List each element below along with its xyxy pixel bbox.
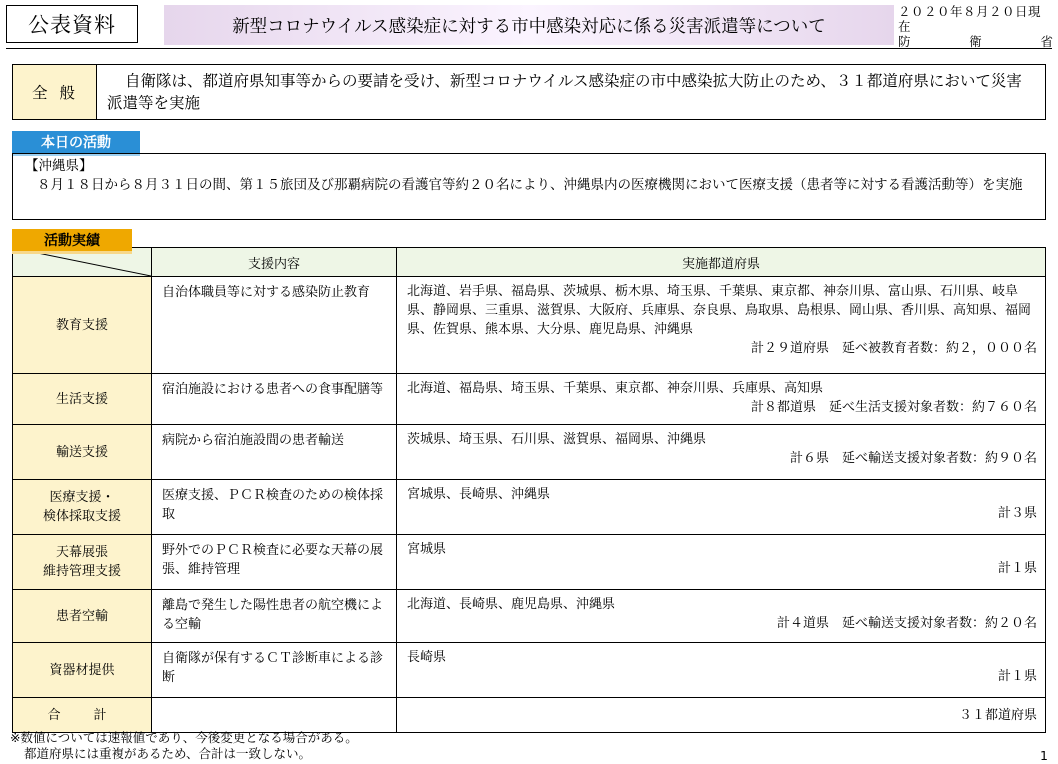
public-document-badge: 公表資料: [6, 5, 138, 43]
overview-text: [97, 65, 1045, 119]
header-prefectures: 実施都道府県: [397, 248, 1046, 277]
overview-body: 自衛隊は、都道府県知事等からの要請を受け、新型コロナウイルス感染症の市中感染拡大防止のため、３１都道府県において災害派遣等を実施: [107, 72, 1022, 112]
table-row: [13, 374, 1046, 425]
notes: [10, 730, 358, 762]
row-support: 医療支援、ＰＣＲ検査のための検体採取: [152, 480, 397, 535]
row-prefectures-cell: [397, 643, 1046, 698]
note-2: 都道府県には重複があるため、合計は一致しない。: [24, 746, 312, 761]
sum-row: [13, 698, 1046, 733]
today-text: ８月１８日から８月３１日の間、第１５旅団及び那覇病院の看護官等約２０名により、沖縄県内の医療機関において医療支援（患者等に対する看護活動等）を実施: [37, 177, 1023, 193]
row-category: 輸送支援: [13, 425, 152, 480]
row-prefectures: 北海道、長崎県、鹿児島県、沖縄県: [407, 597, 616, 612]
row-prefectures-cell: [397, 590, 1046, 643]
row-total: 計３県: [997, 506, 1037, 521]
header-rule: [6, 48, 1052, 49]
ministry-char-1: 防: [898, 34, 911, 49]
row-support: 離島で発生した陽性患者の航空機による空輸: [152, 590, 397, 643]
row-support: 自治体職員等に対する感染防止教育: [152, 277, 397, 374]
row-prefectures: 北海道、岩手県、福島県、茨城県、栃木県、埼玉県、千葉県、東京都、神奈川県、富山県、石川県、岐阜県、静岡県、三重県、滋賀県、大阪府、兵庫県、奈良県、鳥取県、島根県、岡山県、香川県、高知県、福岡県、佐賀県、熊本県、大分県、鹿児島県、沖縄県: [407, 284, 1032, 337]
row-category: 医療支援・ 検体採取支援: [13, 480, 152, 535]
row-support: 宿泊施設における患者への食事配膳等: [152, 374, 397, 425]
results-table: [12, 247, 1046, 733]
row-prefectures-cell: [397, 277, 1046, 374]
row-prefectures: 北海道、福島県、埼玉県、千葉県、東京都、神奈川県、兵庫県、高知県: [407, 381, 824, 396]
row-prefectures-cell: [397, 480, 1046, 535]
row-prefectures-cell: [397, 374, 1046, 425]
table-row: [13, 535, 1046, 590]
row-category: 患者空輸: [13, 590, 152, 643]
sum-value-cell: [397, 698, 1046, 733]
row-support: 病院から宿泊施設間の患者輸送: [152, 425, 397, 480]
row-support: 自衛隊が保有するＣＴ診断車による診断: [152, 643, 397, 698]
table-row: [13, 643, 1046, 698]
results-heading: 活動実績: [12, 229, 132, 254]
today-activity-box: [12, 153, 1046, 220]
row-prefectures-cell: [397, 425, 1046, 480]
row-prefectures: 宮城県: [407, 542, 447, 557]
row-total: 計６県 延べ輸送支援対象者数：約９０名: [789, 451, 1037, 466]
row-category: 天幕展張 維持管理支援: [13, 535, 152, 590]
row-category: 資器材提供: [13, 643, 152, 698]
date-line: ２０２０年８月２０日現在: [898, 4, 1042, 34]
table-header-row: [13, 248, 1046, 277]
row-category: 生活支援: [13, 374, 152, 425]
table-row: [13, 425, 1046, 480]
row-prefectures: 宮城県、長崎県、沖縄県: [407, 487, 551, 502]
sum-empty-cell: [152, 698, 397, 733]
row-category: 教育支援: [13, 277, 152, 374]
row-support: 野外でのＰＣＲ検査に必要な天幕の展張、維持管理: [152, 535, 397, 590]
ministry-char-3: 省: [1040, 34, 1053, 49]
table-row: [13, 480, 1046, 535]
row-total: 計４道県 延べ輸送支援対象者数：約２０名: [776, 616, 1037, 631]
row-total: 計２９道府県 延べ被教育者数：約２，０００名: [750, 341, 1037, 356]
row-total: 計８都道県 延べ生活支援対象者数：約７６０名: [750, 400, 1037, 415]
row-prefectures-cell: [397, 535, 1046, 590]
sum-label: 合 計: [13, 698, 152, 733]
row-total: 計１県: [997, 669, 1037, 684]
table-row: [13, 277, 1046, 374]
page-title: 新型コロナウイルス感染症に対する市中感染対応に係る災害派遣等について: [164, 5, 894, 45]
row-prefectures: 茨城県、埼玉県、石川県、滋賀県、福岡県、沖縄県: [407, 432, 707, 447]
page-number: 1: [1040, 748, 1048, 763]
ministry-name: [898, 34, 1053, 49]
row-prefectures: 長崎県: [407, 650, 447, 665]
date-block: [898, 4, 1053, 49]
overview-box: [12, 64, 1046, 120]
today-heading: 本日の活動: [12, 131, 140, 156]
note-1: ※数値については速報値であり、今後変更となる場合がある。: [10, 730, 358, 745]
sum-value: ３１都道府県: [958, 707, 1037, 723]
ministry-char-2: 衛: [969, 34, 982, 49]
row-total: 計１県: [997, 561, 1037, 576]
today-prefecture: 【沖縄県】: [25, 158, 93, 174]
header-support: 支援内容: [152, 248, 397, 277]
overview-label: 全般: [13, 65, 97, 119]
table-row: [13, 590, 1046, 643]
